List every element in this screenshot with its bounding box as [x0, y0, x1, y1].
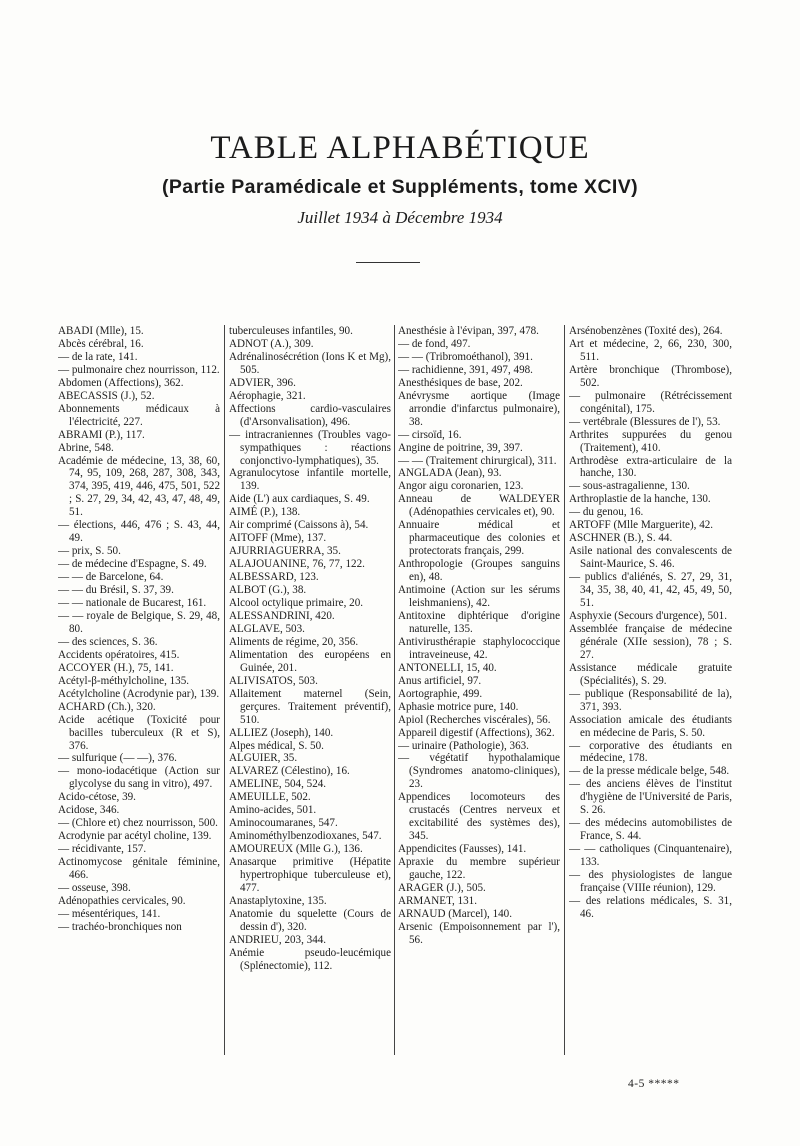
index-entry: ABADI (Mlle), 15.	[58, 325, 144, 337]
index-entry: Affections cardio-vasculaires (d'Arsonvalisation), 496.	[229, 402, 391, 428]
index-entry: — — de Barcelone, 64.	[58, 571, 164, 584]
column-divider	[224, 325, 225, 1055]
index-entry: AMOUREUX (Mlle G.), 136.	[229, 843, 363, 856]
index-entry: Arthroplastie de la hanche, 130.	[569, 493, 711, 506]
index-entry: Acidose, 346.	[58, 804, 120, 817]
index-entry: ALVAREZ (Célestino), 16.	[229, 765, 350, 778]
index-entry: ABRAMI (P.), 117.	[58, 428, 145, 441]
page-title: TABLE ALPHABÉTIQUE	[210, 130, 590, 166]
index-entry: Apiol (Recherches viscérales), 56.	[398, 713, 551, 726]
index-entry: Asphyxie (Secours d'urgence), 501.	[569, 609, 727, 622]
index-entry: — prix, S. 50.	[58, 545, 121, 558]
index-entry: Association amicale des étudiants en médecine de Paris, S. 50.	[569, 713, 732, 739]
index-entry: Anesthésiques de base, 202.	[398, 376, 523, 389]
index-entry: — osseuse, 398.	[58, 881, 131, 894]
index-entry: Anus artificiel, 97.	[398, 674, 482, 687]
index-entry: — de la presse médicale belge, 548.	[569, 765, 730, 778]
index-entry: — — royale de Belgique, S. 29, 48, 80.	[58, 609, 220, 635]
index-entry: Acrodynie par acétyl choline, 139.	[58, 830, 212, 843]
index-entry: — — nationale de Bucarest, 161.	[58, 597, 207, 610]
index-entry: Arthrites suppurées du genou (Traitement), 410.	[569, 428, 732, 454]
page-subtitle: (Partie Paramédicale et Suppléments, tome XCIV)	[161, 176, 639, 198]
index-entry: ALESSANDRINI, 420.	[229, 609, 335, 622]
index-entry: Apraxie du membre supérieur gauche, 122.	[398, 856, 560, 882]
index-entry: — récidivante, 157.	[58, 843, 147, 856]
index-entry: ANDRIEU, 203, 344.	[229, 933, 327, 946]
index-entry: Appareil digestif (Affections), 362.	[398, 726, 555, 739]
index-entry: — urinaire (Pathologie), 363.	[398, 739, 529, 752]
index-entry: ABECASSIS (J.), 52.	[58, 389, 155, 402]
index-entry: Annuaire médical et pharmaceutique des colonies et protectorats français, 299.	[398, 519, 560, 558]
index-entry: Académie de médecine, 13, 38, 60, 74, 95, 109, 268, 287, 308, 343, 374, 395, 419, 446, 475, 501, 522 ; S. 27, 29, 34, 42, 43, 47, 48, 49, 51.	[58, 454, 220, 519]
index-entry: — — du Brésil, S. 37, 39.	[58, 584, 174, 597]
index-entry: Antitoxine diphtérique d'origine naturelle, 135.	[398, 609, 560, 635]
index-entry: — sous-astragalienne, 130.	[569, 480, 690, 493]
index-entry: — élections, 446, 476 ; S. 43, 44, 49.	[58, 519, 220, 545]
index-entry: ASCHNER (B.), S. 44.	[569, 532, 673, 545]
index-entry: Acétylcholine (Acrodynie par), 139.	[58, 687, 220, 700]
index-entry: Adénopathies cervicales, 90.	[58, 894, 186, 907]
index-entry: — des sciences, S. 36.	[58, 635, 158, 648]
index-entry: — pulmonaire (Rétrécissement congénital), 175.	[569, 389, 732, 415]
index-entry: ANGLADA (Jean), 93.	[398, 467, 502, 480]
index-entry: — — (Tribromoéthanol), 391.	[398, 350, 533, 363]
index-entry: Assemblée française de médecine générale (XIIe session), 78 ; S. 27.	[569, 622, 732, 661]
index-entry: Assistance médicale gratuite (Spécialités), S. 29.	[569, 661, 732, 687]
index-entry: tuberculeuses infantiles, 90.	[229, 325, 353, 337]
index-entry: Air comprimé (Caissons à), 54.	[229, 519, 369, 532]
index-entry: — corporative des étudiants en médecine, 178.	[569, 739, 732, 765]
index-entry: Abrine, 548.	[58, 441, 114, 454]
index-entry: Adrénalinosécrétion (Ions K et Mg), 505.	[229, 350, 391, 376]
index-entry: ALIVISATOS, 503.	[229, 674, 318, 687]
index-entry: — végétatif hypothalamique (Syndromes anatomo-cliniques), 23.	[398, 752, 560, 791]
index-entry: — intracraniennes (Troubles vago-sympathiques : réactions conjonctivo-lymphatiques), 35.	[229, 428, 391, 467]
index-entry: Anasarque primitive (Hépatite hypertrophique tuberculeuse et), 477.	[229, 856, 391, 894]
index-entry: AITOFF (Mme), 137.	[229, 532, 327, 545]
index-entry: AMELINE, 504, 524.	[229, 778, 327, 791]
index-entry: — publique (Responsabilité de la), 371, 393.	[569, 687, 732, 713]
index-column-3	[398, 325, 560, 1060]
index-entry: Anesthésie à l'évipan, 397, 478.	[398, 325, 539, 337]
index-entry: Anastaplytoxine, 135.	[229, 894, 327, 907]
index-entry: — des médecins automobilistes de France, S. 44.	[569, 817, 732, 843]
index-column-2	[229, 325, 391, 1060]
index-entry: — sulfurique (— —), 376.	[58, 752, 177, 765]
index-entry: — vertébrale (Blessures de l'), 53.	[569, 415, 721, 428]
title-rule	[356, 262, 420, 263]
index-entry: — de fond, 497.	[398, 337, 471, 350]
index-entry: ARMANET, 131.	[398, 894, 477, 907]
index-entry: ALGLAVE, 503.	[229, 622, 305, 635]
index-entry: Alpes médical, S. 50.	[229, 739, 324, 752]
index-entry: — pulmonaire chez nourrisson, 112.	[58, 363, 220, 376]
index-entry: Actinomycose génitale féminine, 466.	[58, 856, 220, 882]
index-entry: — du genou, 16.	[569, 506, 644, 519]
index-entry: Anthropologie (Groupes sanguins en), 48.	[398, 558, 560, 584]
index-entry: ANTONELLI, 15, 40.	[398, 661, 497, 674]
index-entry: — des relations médicales, S. 31, 46.	[569, 894, 732, 920]
index-entry: Art et médecine, 2, 66, 230, 300, 511.	[569, 337, 732, 363]
index-entry: ALBESSARD, 123.	[229, 571, 319, 584]
column-divider	[394, 325, 395, 1055]
index-entry: Anémie pseudo-leucémique (Splénectomie), 112.	[229, 946, 391, 972]
index-entry: ALBOT (G.), 38.	[229, 584, 307, 597]
index-column-1	[58, 325, 220, 1060]
index-entry: Agranulocytose infantile mortelle, 139.	[229, 467, 391, 493]
index-entry: ADNOT (A.), 309.	[229, 337, 314, 350]
index-entry: AMEUILLE, 502.	[229, 791, 311, 804]
index-entry: — cirsoïd, 16.	[398, 428, 462, 441]
index-entry: — (Chlore et) chez nourrisson, 500.	[58, 817, 218, 830]
index-entry: Anatomie du squelette (Cours de dessin d'), 320.	[229, 907, 391, 933]
index-entry: Alcool octylique primaire, 20.	[229, 597, 364, 610]
index-entry: ADVIER, 396.	[229, 376, 296, 389]
index-entry: ALAJOUANINE, 76, 77, 122.	[229, 558, 365, 571]
index-entry: Acide acétique (Toxicité pour bacilles tuberculeux (R et S), 376.	[58, 713, 220, 752]
index-entry: Aérophagie, 321.	[229, 389, 306, 402]
index-column-4	[569, 325, 732, 1060]
index-entry: Aide (L') aux cardiaques, S. 49.	[229, 493, 370, 506]
index-entry: — des anciens élèves de l'institut d'hygiène de l'Université de Paris, S. 26.	[569, 778, 732, 817]
index-entry: Anévrysme aortique (Image arrondie d'infarctus pulmonaire), 38.	[398, 389, 560, 428]
column-divider	[564, 325, 565, 1055]
index-entry: ALLIEZ (Joseph), 140.	[229, 726, 334, 739]
index-entry: Aphasie motrice pure, 140.	[398, 700, 519, 713]
index-entry: Alimentation des européens en Guinée, 201.	[229, 648, 391, 674]
index-entry: Abonnements médicaux à l'électricité, 227.	[58, 402, 220, 428]
index-entry: — publics d'aliénés, S. 27, 29, 31, 34, 35, 38, 40, 41, 42, 45, 49, 50, 51.	[569, 571, 732, 610]
index-entry: — mono-iodacétique (Action sur glycolyse du sang in vitro), 497.	[58, 765, 220, 791]
index-entry: ACCOYER (H.), 75, 141.	[58, 661, 174, 674]
signature-mark: 4-5 *****	[628, 1078, 680, 1090]
index-entry: Appendices locomoteurs des crustacés (Centres nerveux et excitabilité des systèmes des), 345.	[398, 791, 560, 843]
index-entry: Amino-acides, 501.	[229, 804, 317, 817]
index-entry: ARNAUD (Marcel), 140.	[398, 907, 512, 920]
index-entry: Arthrodèse extra-articulaire de la hanche, 130.	[569, 454, 732, 480]
index-entry: Arsenic (Empoisonnement par l'), 56.	[398, 920, 560, 946]
index-entry: — des physiologistes de langue française (VIIIe réunion), 129.	[569, 869, 732, 894]
index-entry: Aliments de régime, 20, 356.	[229, 635, 359, 648]
index-entry: Angine de poitrine, 39, 397.	[398, 441, 523, 454]
index-entry: Arsénobenzènes (Toxité des), 264.	[569, 325, 723, 337]
index-entry: Artère bronchique (Thrombose), 502.	[569, 363, 732, 389]
index-entry: Abdomen (Affections), 362.	[58, 376, 184, 389]
index-entry: — — catholiques (Cinquantenaire), 133.	[569, 843, 732, 869]
index-entry: Antimoine (Action sur les sérums leishmaniens), 42.	[398, 584, 560, 610]
index-entry: ALGUIER, 35.	[229, 752, 298, 765]
index-entry: Acétyl-β-méthylcholine, 135.	[58, 674, 190, 687]
index-entry: AIMÉ (P.), 138.	[229, 506, 301, 519]
index-entry: ARAGER (J.), 505.	[398, 881, 486, 894]
index-entry: ARTOFF (Mlle Marguerite), 42.	[569, 519, 714, 532]
index-entry: Aminométhylbenzodioxanes, 547.	[229, 830, 382, 843]
index-entry: Allaitement maternel (Sein, gerçures. Traitement préventif), 510.	[229, 687, 391, 726]
index-entry: Aminocoumaranes, 547.	[229, 817, 338, 830]
index-entry: — de médecine d'Espagne, S. 49.	[58, 558, 207, 571]
index-entry: Accidents opératoires, 415.	[58, 648, 180, 661]
index-entry: Aortographie, 499.	[398, 687, 483, 700]
index-entry: — rachidienne, 391, 497, 498.	[398, 363, 533, 376]
index-entry: — trachéo-bronchiques non	[58, 920, 182, 933]
index-entry: AJURRIAGUERRA, 35.	[229, 545, 341, 558]
date-range: Juillet 1934 à Décembre 1934	[297, 208, 503, 227]
index-entry: Abcès cérébral, 16.	[58, 337, 144, 350]
index-entry: ACHARD (Ch.), 320.	[58, 700, 156, 713]
index-entry: Acido-cétose, 39.	[58, 791, 136, 804]
index-entry: Appendicites (Fausses), 141.	[398, 843, 527, 856]
index-entry: — de la rate, 141.	[58, 350, 138, 363]
index-entry: Antivirusthérapie staphylococcique intraveineuse, 42.	[398, 635, 560, 661]
index-entry: Asile national des convalescents de Saint-Maurice, S. 46.	[569, 545, 732, 571]
index-entry: — — (Traitement chirurgical), 311.	[398, 454, 557, 467]
index-entry: — mésentériques, 141.	[58, 907, 161, 920]
index-entry: Angor aigu coronarien, 123.	[398, 480, 524, 493]
index-entry: Anneau de WALDEYER (Adénopathies cervicales et), 90.	[398, 493, 560, 519]
